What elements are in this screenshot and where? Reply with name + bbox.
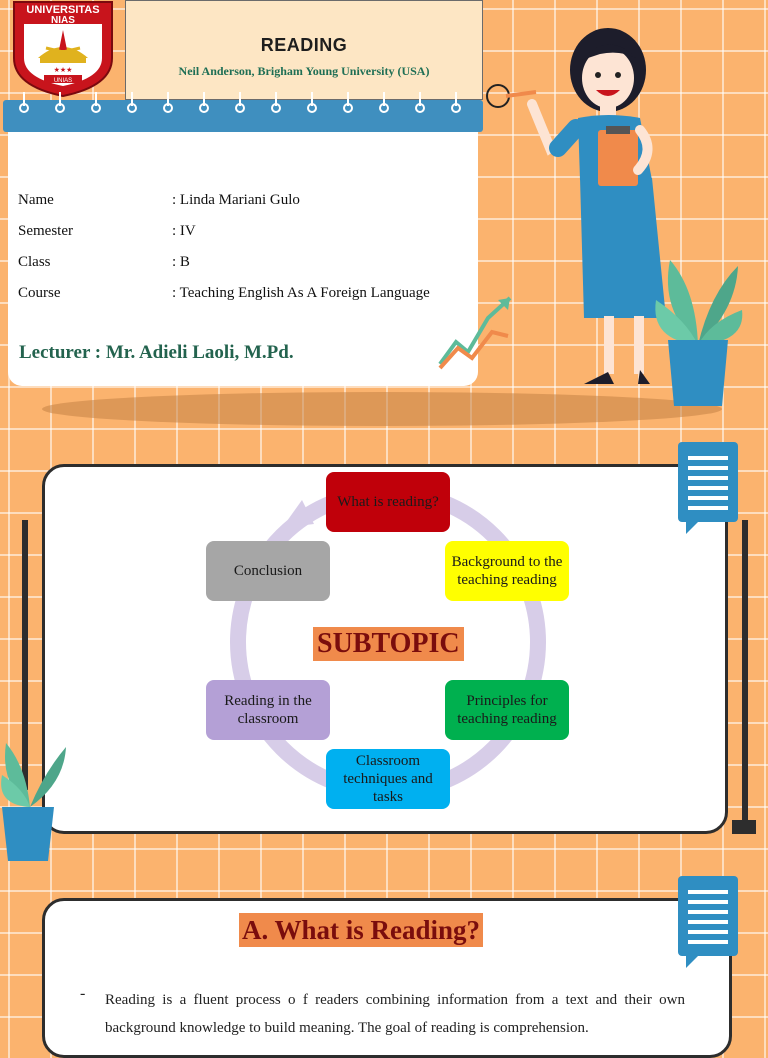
header-box [125,0,483,100]
document-icon [678,442,738,534]
info-label: Course [18,285,61,301]
potted-plant-small-icon [0,735,70,865]
info-value: : Linda Mariani Gulo [172,192,300,208]
board-stand-right [742,520,748,830]
ring-icon [271,92,281,116]
page-title: READING [260,35,348,55]
info-value: : Teaching English As A Foreign Language [172,285,430,301]
page-subtitle: Neil Anderson, Brigham Young University (USA) [178,64,430,78]
section-title: A. What is Reading? [239,913,483,947]
ring-icon [163,92,173,116]
info-label: Class [18,254,51,270]
subtopic-node-classroom: Reading in the classroom [206,680,330,740]
ring-icon [127,92,137,116]
ring-icon [55,92,65,116]
subtopic-node-what-is-reading: What is reading? [326,472,450,532]
logo-line2: NIAS [51,15,75,26]
info-value: : IV [172,223,196,239]
subtopic-node-principles: Principles for teaching reading [445,680,569,740]
ring-icon [19,92,29,116]
logo-stars: ★★★ [53,66,73,74]
subtopic-node-background: Background to the teaching reading [445,541,569,601]
ring-icon [307,92,317,116]
floor-shadow [42,392,722,426]
info-label: Semester [18,223,73,239]
board-stand-foot [732,820,756,834]
ring-icon [235,92,245,116]
ring-icon [343,92,353,116]
student-info-card [8,132,478,386]
info-value: : B [172,254,190,270]
subtopic-node-conclusion: Conclusion [206,541,330,601]
ring-icon [379,92,389,116]
ring-icon [199,92,209,116]
notepad-binding [3,100,483,132]
document-icon [678,876,738,968]
subtopic-heading: SUBTOPIC [313,627,464,661]
info-label: Name [18,192,54,208]
section-paragraph: Reading is a fluent process o f readers combining information from a text and their own background knowledge to build meaning. The goal of reading is comprehension. [105,992,685,1036]
bullet-dash: - [80,985,86,1002]
lecturer-name: Lecturer : Mr. Adieli Laoli, M.Pd. [19,342,294,363]
ring-icon [91,92,101,116]
potted-plant-icon [650,250,746,410]
logo-line1: UNIVERSITAS [26,4,100,16]
ring-icon [451,92,461,116]
ring-icon [415,92,425,116]
university-logo [10,0,116,98]
logo-ribbon: UNIAS [53,78,73,84]
subtopic-node-techniques: Classroom techniques and tasks [326,749,450,809]
